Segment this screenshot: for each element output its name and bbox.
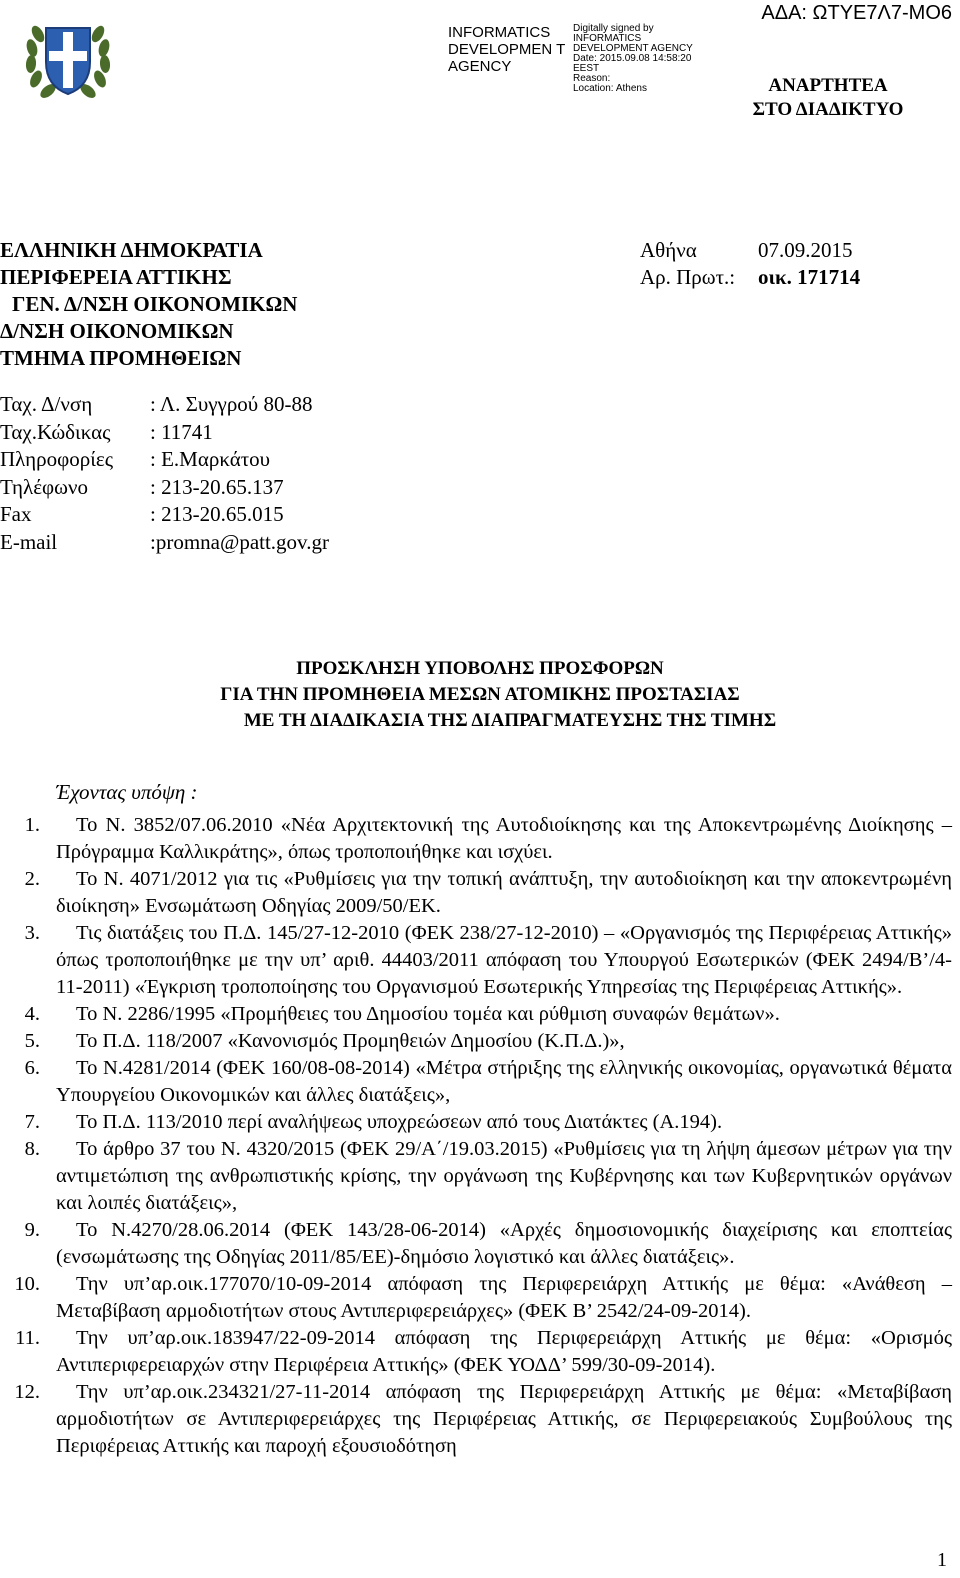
list-item <box>0 1136 960 1217</box>
signature-detail-line: DEVELOPMENT AGENCY <box>573 43 693 54</box>
ada-code: ΑΔΑ: ΩΤΥΕ7Λ7-ΜΟ6 <box>761 2 952 24</box>
list-item <box>0 812 960 866</box>
contact-label: E-mail <box>0 529 58 554</box>
authority-line: ΕΛΛΗΝΙΚΗ ΔΗΜΟΚΡΑΤΙΑ <box>0 238 263 262</box>
document-date: 07.09.2015 <box>758 238 853 262</box>
title-line: ΜΕ ΤΗ ΔΙΑΔΙΚΑΣΙΑ ΤΗΣ ΔΙΑΠΡΑΓΜΑΤΕΥΣΗΣ ΤΗΣ ΤΙΜΗΣ <box>243 710 777 731</box>
item-text: Την υπ’αρ.οικ.183947/22-09-2014 απόφαση της Περιφερειάρχη Αττικής με θέμα: «Ορισμός Αντιπεριφερειαρχών στην Περιφέρεια Αττικής» (ΦΕΚ ΥΟΔΔ’ 599/30-09-2014). <box>56 1327 952 1376</box>
item-text: Το Ν.4281/2014 (ΦΕΚ 160/08-08-2014) «Μέτρα στήριξης της ελληνικής οικονομίας, οργανωτικά θέματα Υπουργείου Οικονομικών και άλλες διατάξεις», <box>56 1057 952 1106</box>
contact-row <box>0 474 329 502</box>
contact-label: Τηλέφωνο <box>0 474 88 499</box>
protocol-number: οικ. 171714 <box>758 265 861 289</box>
item-text: Το Ν.4270/28.06.2014 (ΦΕΚ 143/28-06-2014) «Αρχές δημοσιονομικής διαχείρισης και εποπτείας (ενσωμάτωσης της Οδηγίας 2011/85/ΕΕ)-δημόσιο λογιστικό και άλλες διατάξεις». <box>56 1219 952 1268</box>
greek-coat-of-arms-emblem <box>18 14 118 104</box>
list-item <box>0 1055 960 1109</box>
contact-label: Fax <box>0 502 32 526</box>
contact-value: : 213-20.65.015 <box>150 502 284 526</box>
list-item <box>0 1109 960 1136</box>
item-number: 10. <box>14 1273 40 1295</box>
item-number: 3. <box>24 922 40 944</box>
list-item <box>0 1325 960 1379</box>
posted-line-2: ΣΤΟ ΔΙΑΔΙΚΤΥΟ <box>752 99 904 120</box>
contact-details <box>0 391 329 556</box>
list-item <box>0 1001 960 1028</box>
signature-detail-line: Digitally signed by <box>573 23 654 34</box>
list-item <box>0 1379 960 1460</box>
list-item <box>0 1217 960 1271</box>
item-number: 6. <box>24 1057 40 1079</box>
signature-detail-line: Date: 2015.09.08 14:58:20 <box>573 53 692 64</box>
item-number: 2. <box>24 868 40 890</box>
posted-line-1: ΑΝΑΡΤΗΤΕΑ <box>768 75 888 96</box>
legal-basis-list <box>0 812 960 1460</box>
list-item <box>0 866 960 920</box>
authority-line: ΤΜΗΜΑ ΠΡΟΜΗΘΕΙΩΝ <box>0 346 242 370</box>
document-title <box>0 656 960 734</box>
contact-label: Ταχ.Κώδικας <box>0 419 111 444</box>
title-line: ΓΙΑ ΤΗΝ ΠΡΟΜΗΘΕΙΑ ΜΕΣΩΝ ΑΤΟΜΙΚΗΣ ΠΡΟΣΤΑΣΙΑΣ <box>220 684 740 705</box>
contact-value: : Λ. Συγγρού 80-88 <box>150 392 313 416</box>
item-number: 7. <box>24 1111 40 1133</box>
contact-value: : 11741 <box>150 419 213 444</box>
city: Αθήνα <box>640 238 697 262</box>
date-reference-block <box>640 237 860 291</box>
contact-row <box>0 391 329 419</box>
item-text: Το Π.Δ. 113/2010 περί αναλήψεως υποχρεώσεων από τους Διατάκτες (Α.194). <box>76 1111 723 1133</box>
item-text: Την υπ’αρ.οικ.234321/27-11-2014 απόφαση της Περιφερειάρχη Αττικής με θέμα: «Μεταβίβαση αρμοδιοτήτων σε Αντιπεριφερειάρχες της Περιφέρειας Αττικής, σε Περιφερειακούς Συμβούλους της Περιφέρειας Αττικής και παροχή εξουσιοδότηση <box>56 1381 952 1457</box>
item-number: 1. <box>24 814 40 836</box>
contact-row <box>0 529 329 557</box>
item-text: Το Ν. 2286/1995 «Προμήθειες του Δημοσίου τομέα και ρύθμιση συναφών θεμάτων». <box>76 1003 780 1025</box>
item-number: 9. <box>24 1219 40 1241</box>
posted-online-notice <box>718 74 938 122</box>
item-text: Το Ν. 3852/07.06.2010 «Νέα Αρχιτεκτονική της Αυτοδιοίκησης και της Αποκεντρωμένης Διοίκησης – Πρόγραμμα Καλλικράτης», όπως τροποποιήθηκε και ισχύει. <box>56 814 952 863</box>
item-number: 12. <box>14 1381 40 1403</box>
list-item <box>0 1271 960 1325</box>
signature-detail-line: Location: Athens <box>573 83 647 94</box>
signature-name: INFORMATICS DEVELOPMEN T AGENCY <box>448 24 565 75</box>
page-number: 1 <box>937 1549 947 1571</box>
item-number: 5. <box>24 1030 40 1052</box>
contact-label: Ταχ. Δ/νση <box>0 392 93 416</box>
contact-value: : Ε.Μαρκάτου <box>150 447 271 471</box>
considering-heading: Έχοντας υπόψη : <box>56 780 198 804</box>
item-number: 11. <box>15 1327 40 1349</box>
item-number: 8. <box>24 1138 40 1160</box>
item-text: Την υπ’αρ.οικ.177070/10-09-2014 απόφαση της Περιφερειάρχη Αττικής με θέμα: «Ανάθεση – Μεταβίβαση αρμοδιοτήτων στους Αντιπεριφερειάρχες» (ΦΕΚ Β’ 2542/24-09-2014). <box>56 1273 952 1322</box>
authority-line: Δ/ΝΣΗ ΟΙΚΟΝΟΜΙΚΩΝ <box>0 319 234 343</box>
contact-row <box>0 419 329 447</box>
list-item <box>0 920 960 1001</box>
title-line: ΠΡΟΣΚΛΗΣΗ ΥΠΟΒΟΛΗΣ ΠΡΟΣΦΟΡΩΝ <box>296 658 664 679</box>
contact-value: : 213-20.65.137 <box>150 474 284 499</box>
contact-label: Πληροφορίες <box>0 447 114 471</box>
item-text: Το Ν. 4071/2012 για τις «Ρυθμίσεις για την τοπική ανάπτυξη, την αυτοδιοίκηση και την αποκεντρωμένη διοίκηση» Ενσωμάτωση Οδηγίας 2009/50/ΕΚ. <box>56 868 952 917</box>
contact-row <box>0 446 329 474</box>
authority-line: ΓΕΝ. Δ/ΝΣΗ ΟΙΚΟΝΟΜΙΚΩΝ <box>12 292 298 316</box>
list-item <box>0 1028 960 1055</box>
authority-block <box>0 237 297 372</box>
item-text: Το Π.Δ. 118/2007 «Κανονισμός Προμηθειών Δημοσίου (Κ.Π.Δ.)», <box>76 1030 625 1052</box>
signature-detail-line: Reason: <box>573 73 611 84</box>
item-text: Τις διατάξεις του Π.Δ. 145/27-12-2010 (ΦΕΚ 238/27-12-2010) – «Οργανισμός της Περιφέρειας Αττικής» όπως τροποποιήθηκε με την υπ’ αριθ. 44403/2011 απόφαση του Υπουργού Εσωτερικών (ΦΕΚ 2494/Β’/4-11-2011) «Έγκριση τροποποίησης του Οργανισμού Εσωτερικής Υπηρεσίας της Περιφέρειας Αττικής». <box>56 922 952 998</box>
signature-detail-line: INFORMATICS <box>573 33 642 44</box>
item-text: Το άρθρο 37 του Ν. 4320/2015 (ΦΕΚ 29/Α΄/19.03.2015) «Ρυθμίσεις για τη λήψη άμεσων μέτρων για την αντιμετώπιση της ανθρωπιστικής κρίσης, την οργάνωση της Κυβέρνησης και των Κυβερνητικών οργάνων και λοιπές διατάξεις», <box>56 1138 952 1214</box>
protocol-label: Αρ. Πρωτ.: <box>640 265 736 289</box>
signature-detail-line: EEST <box>573 63 600 74</box>
authority-line: ΠΕΡΙΦΕΡΕΙΑ ΑΤΤΙΚΗΣ <box>0 265 232 289</box>
item-number: 4. <box>24 1003 40 1025</box>
contact-row <box>0 501 329 529</box>
contact-email: :promna@patt.gov.gr <box>150 529 329 554</box>
signature-details <box>573 24 723 94</box>
